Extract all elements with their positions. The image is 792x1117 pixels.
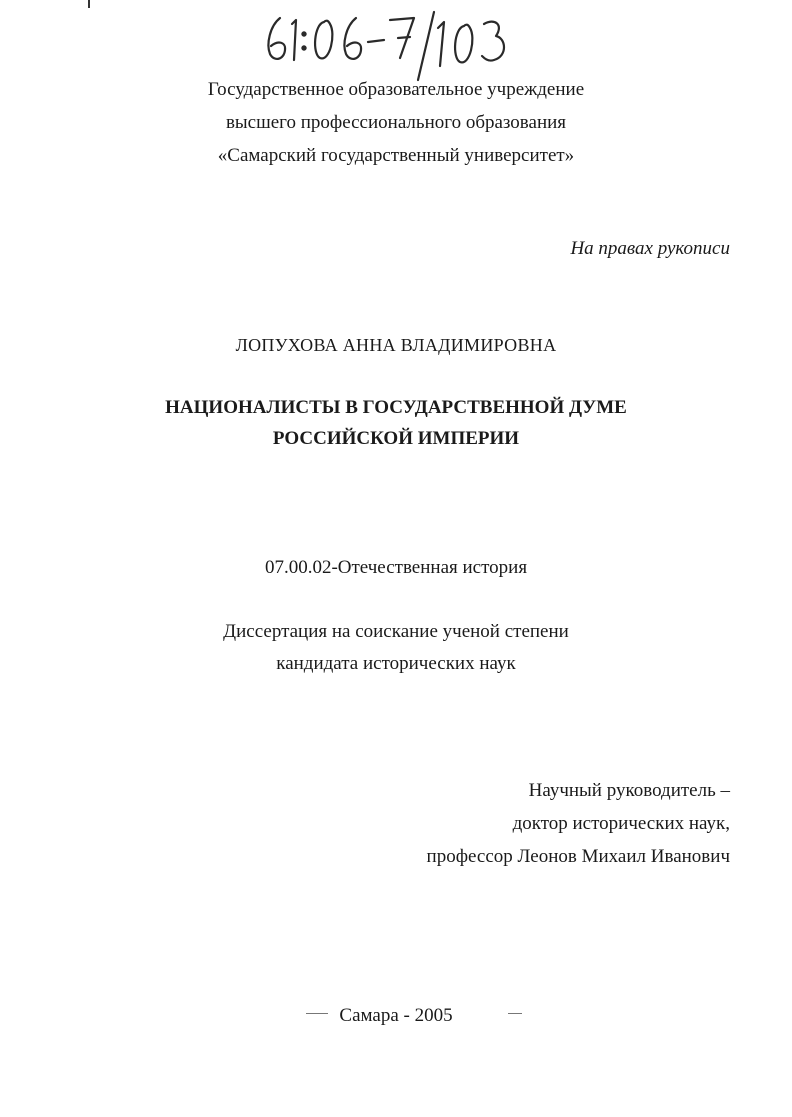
specialty-code: 07.00.02-Отечественная история [264,557,528,578]
degree-line-1: Диссертация на соискание ученой степени [223,621,569,642]
author-name: ЛОПУХОВА АННА ВЛАДИМИРОВНА [235,335,557,355]
handwritten-archive-code [258,4,538,84]
supervisor-line-2: доктор исторических наук, [512,813,730,834]
scan-edge-mark [88,0,90,8]
institution-line-1: Государственное образовательное учреждение [207,79,585,100]
dissertation-title-line-1: НАЦИОНАЛИСТЫ В ГОСУДАРСТВЕННОЙ ДУМЕ [165,397,627,418]
institution-line-2: высшего профессионального образования [225,112,567,133]
dissertation-title-line-2: РОССИЙСКОЙ ИМПЕРИИ [272,428,520,449]
degree-line-2: кандидата исторических наук [276,653,516,674]
handwritten-archive-code-drawing [258,4,538,84]
institution-line-3: «Самарский государственный университет» [217,145,575,166]
manuscript-rights-note: На правах рукописи [570,238,730,259]
place-and-year: Самара - 2005 [339,1005,453,1026]
supervisor-line-3: профессор Леонов Михаил Иванович [426,846,730,867]
supervisor-line-1: Научный руководитель – [528,780,730,801]
